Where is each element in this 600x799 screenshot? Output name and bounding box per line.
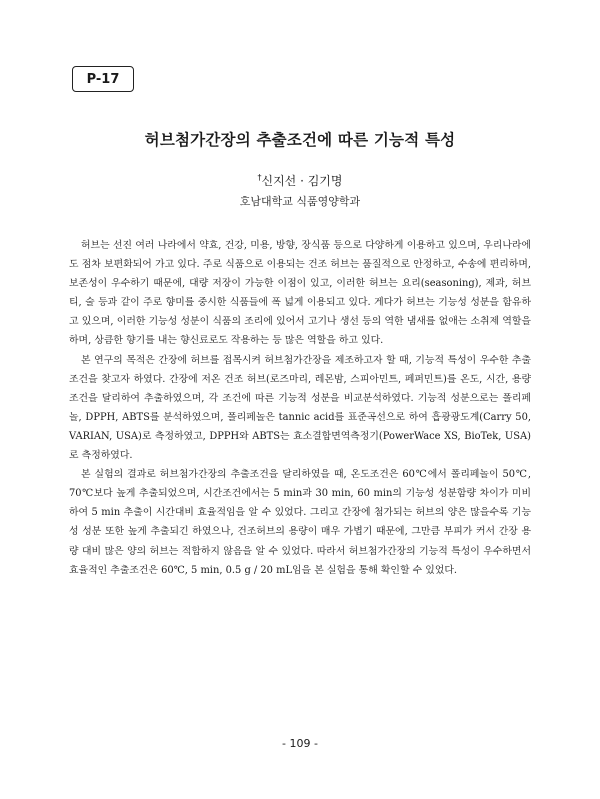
abstract-paragraph-2: 본 연구의 목적은 간장에 허브를 접목시켜 허브첨가간장을 제조하고자 할 때, 기능적 특성이 우수한 추출조건을 찾고자 하였다. 간장에 저온 건조 허브(로즈마리, 레몬밤, 스피아민트, 페퍼민트)를 온도, 시간, 용량 조건을 달리하여 추출하였으며, 각 조건에 따른 기능적 성분을 비교분석하였다. 기능적 성분으로는 폴리페놀, DPPH, ABTS를 분석하였으며, 폴리페놀은 tannic acid를 표준곡선으로 하여 흡광광도계(Carry 50, VARIAN, USA)로 측정하였고, DPPH와 ABTS는 효소결합면역측정기(PowerWace XS, BioTek, USA)로 측정하였다. [69, 354, 531, 462]
paper-title: 허브첨가간장의 추출조건에 따른 기능적 특성 [144, 131, 456, 149]
abstract-body [69, 236, 531, 580]
poster-label: P-17 [72, 66, 134, 92]
abstract-paragraph-1: 허브는 선진 여러 나라에서 약효, 건강, 미용, 방향, 장식품 등으로 다양하게 이용하고 있으며, 우리나라에도 점차 보편화되어 가고 있다. 주로 식품으로 이용되는 건조 허브는 품질적으로 안정하고, 수송에 편리하며, 보존성이 우수하기 때문에, 대량 저장이 가능한 이점이 있고, 이러한 허브는 요리(seasoning), 제과, 허브티, 술 등과 같이 주로 향미를 중시한 식품들에 폭 넓게 이용되고 있다. 게다가 허브는 기능성 성분을 함유하고 있으며, 이러한 기능성 성분이 식품의 조리에 있어서 고기나 생선 등의 역한 냄새를 없애는 소취제 역할을 하며, 상큼한 향기를 내는 향신료로도 작용하는 등 많은 역할을 하고 있다. [69, 240, 531, 347]
corresponding-mark: † [257, 173, 262, 182]
author-names: 신지선 · 김기명 [261, 174, 343, 188]
page-number: - 109 - [282, 737, 318, 750]
author-line [0, 172, 600, 189]
abstract-paragraph-3: 본 실험의 결과로 허브첨가간장의 추출조건을 달리하였을 때, 온도조건은 60℃에서 폴리페놀이 50℃, 70℃보다 높게 추출되었으며, 시간조건에서는 5 min과 30 min, 60 min의 기능성 성분함량 차이가 미비하여 5 min 추출이 시간대비 효율적임을 알 수 있었다. 그리고 간장에 첨가되는 허브의 양은 많을수록 기능성 성분 또한 높게 추출되긴 하였으나, 건조허브의 용량이 매우 가볍기 때문에, 그만큼 부피가 커서 간장 용량 대비 많은 양의 허브는 적합하지 않음을 알 수 있었다. 따라서 허브첨가간장의 기능적 특성이 우수하면서 효율적인 추출조건은 60℃, 5 min, 0.5 g / 20 mL임을 본 실험을 통해 확인할 수 있었다. [69, 469, 531, 576]
affiliation: 호남대학교 식품영양학과 [239, 195, 361, 208]
